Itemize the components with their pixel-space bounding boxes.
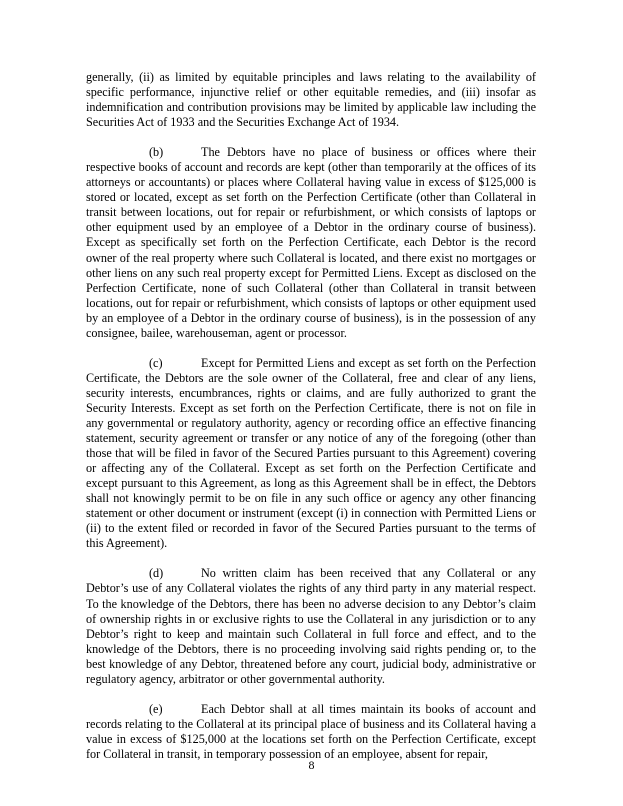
paragraph-label: (d) xyxy=(149,566,164,581)
paragraph-c xyxy=(86,356,536,552)
page-body xyxy=(86,70,536,777)
paragraph-continued xyxy=(86,70,536,130)
paragraph-text: No written claim has been received that any Collateral or any Debtor’s use of any Collateral violates the rights of any third party in any material respect. To the knowledge of the Debtors, there has been no adverse decision to any Debtor’s claim of ownership rights in or exclusive rights to use the Collateral in any jurisdiction or to any Debtor’s right to keep and maintain such Collateral in full force and effect, and to the knowledge of the Debtors, there is no proceeding involving said rights pending or, to the best knowledge of any Debtor, threatened before any court, judicial body, administrative or regulatory agency, arbitrator or other governmental authority. xyxy=(86,566,536,686)
paragraph-text: Each Debtor shall at all times maintain its books of account and records relating to the Collateral at its principal place of business and its Collateral having a value in excess of $125,000 at the locations set forth on the Perfection Certificate, except for Collateral in transit, in temporary possession of an employee, absent for repair, xyxy=(86,701,536,761)
paragraph-text: generally, (ii) as limited by equitable principles and laws relating to the availability of specific performance, injunctive relief or other equitable remedies, and (iii) insofar as indemnification and contribution provisions may be limited by applicable law including the Securities Act of 1933 and the Securities Exchange Act of 1934. xyxy=(86,70,536,130)
paragraph-text: The Debtors have no place of business or offices where their respective books of account and records are kept (other than temporarily at the offices of its attorneys or accountants) or places where Collateral having value in excess of $125,000 is stored or located, except as set forth on the Perfection Certificate (other than Collateral in transit between locations, out for repair or refurbishment, or which consists of laptops or other equipment used by an employee of a Debtor in the ordinary course of business). Except as specifically set forth on the Perfection Certificate, each Debtor is the record owner of the real property where such Collateral is located, and there exist no mortgages or other liens on any such real property except for Permitted Liens. Except as disclosed on the Perfection Certificate, none of such Collateral (other than Collateral in transit between locations, out for repair or refurbishment, which consists of laptops or other equipment used by an employee of a Debtor in the ordinary course of business), is in the possession of any consignee, bailee, warehouseman, agent or processor. xyxy=(86,145,536,340)
paragraph-d xyxy=(86,566,536,686)
paragraph-text: Except for Permitted Liens and except as set forth on the Perfection Certificate, the Debtors are the sole owner of the Collateral, free and clear of any liens, security interests, encumbrances, rights or claims, and are fully authorized to grant the Security Interests. Except as set forth on the Perfection Certificate, there is not on file in any governmental or regulatory authority, agency or recording office an effective financing statement, security agreement or transfer or any notice of any of the foregoing (other than those that will be filed in favor of the Secured Parties pursuant to this Agreement) covering or affecting any of the Collateral. Except as set forth on the Perfection Certificate and except pursuant to this Agreement, as long as this Agreement shall be in effect, the Debtors shall not knowingly permit to be on file in any such office or agency any other financing statement or other document or instrument (except (i) in connection with Permitted Liens or (ii) to the extent filed or recorded in favor of the Secured Parties pursuant to the terms of this Agreement). xyxy=(86,355,536,551)
paragraph-b xyxy=(86,145,536,341)
paragraph-label: (c) xyxy=(149,355,163,370)
paragraph-e xyxy=(86,702,536,762)
paragraph-label: (e) xyxy=(149,701,163,716)
paragraph-label: (b) xyxy=(149,145,164,160)
page-number: 8 xyxy=(308,758,315,772)
